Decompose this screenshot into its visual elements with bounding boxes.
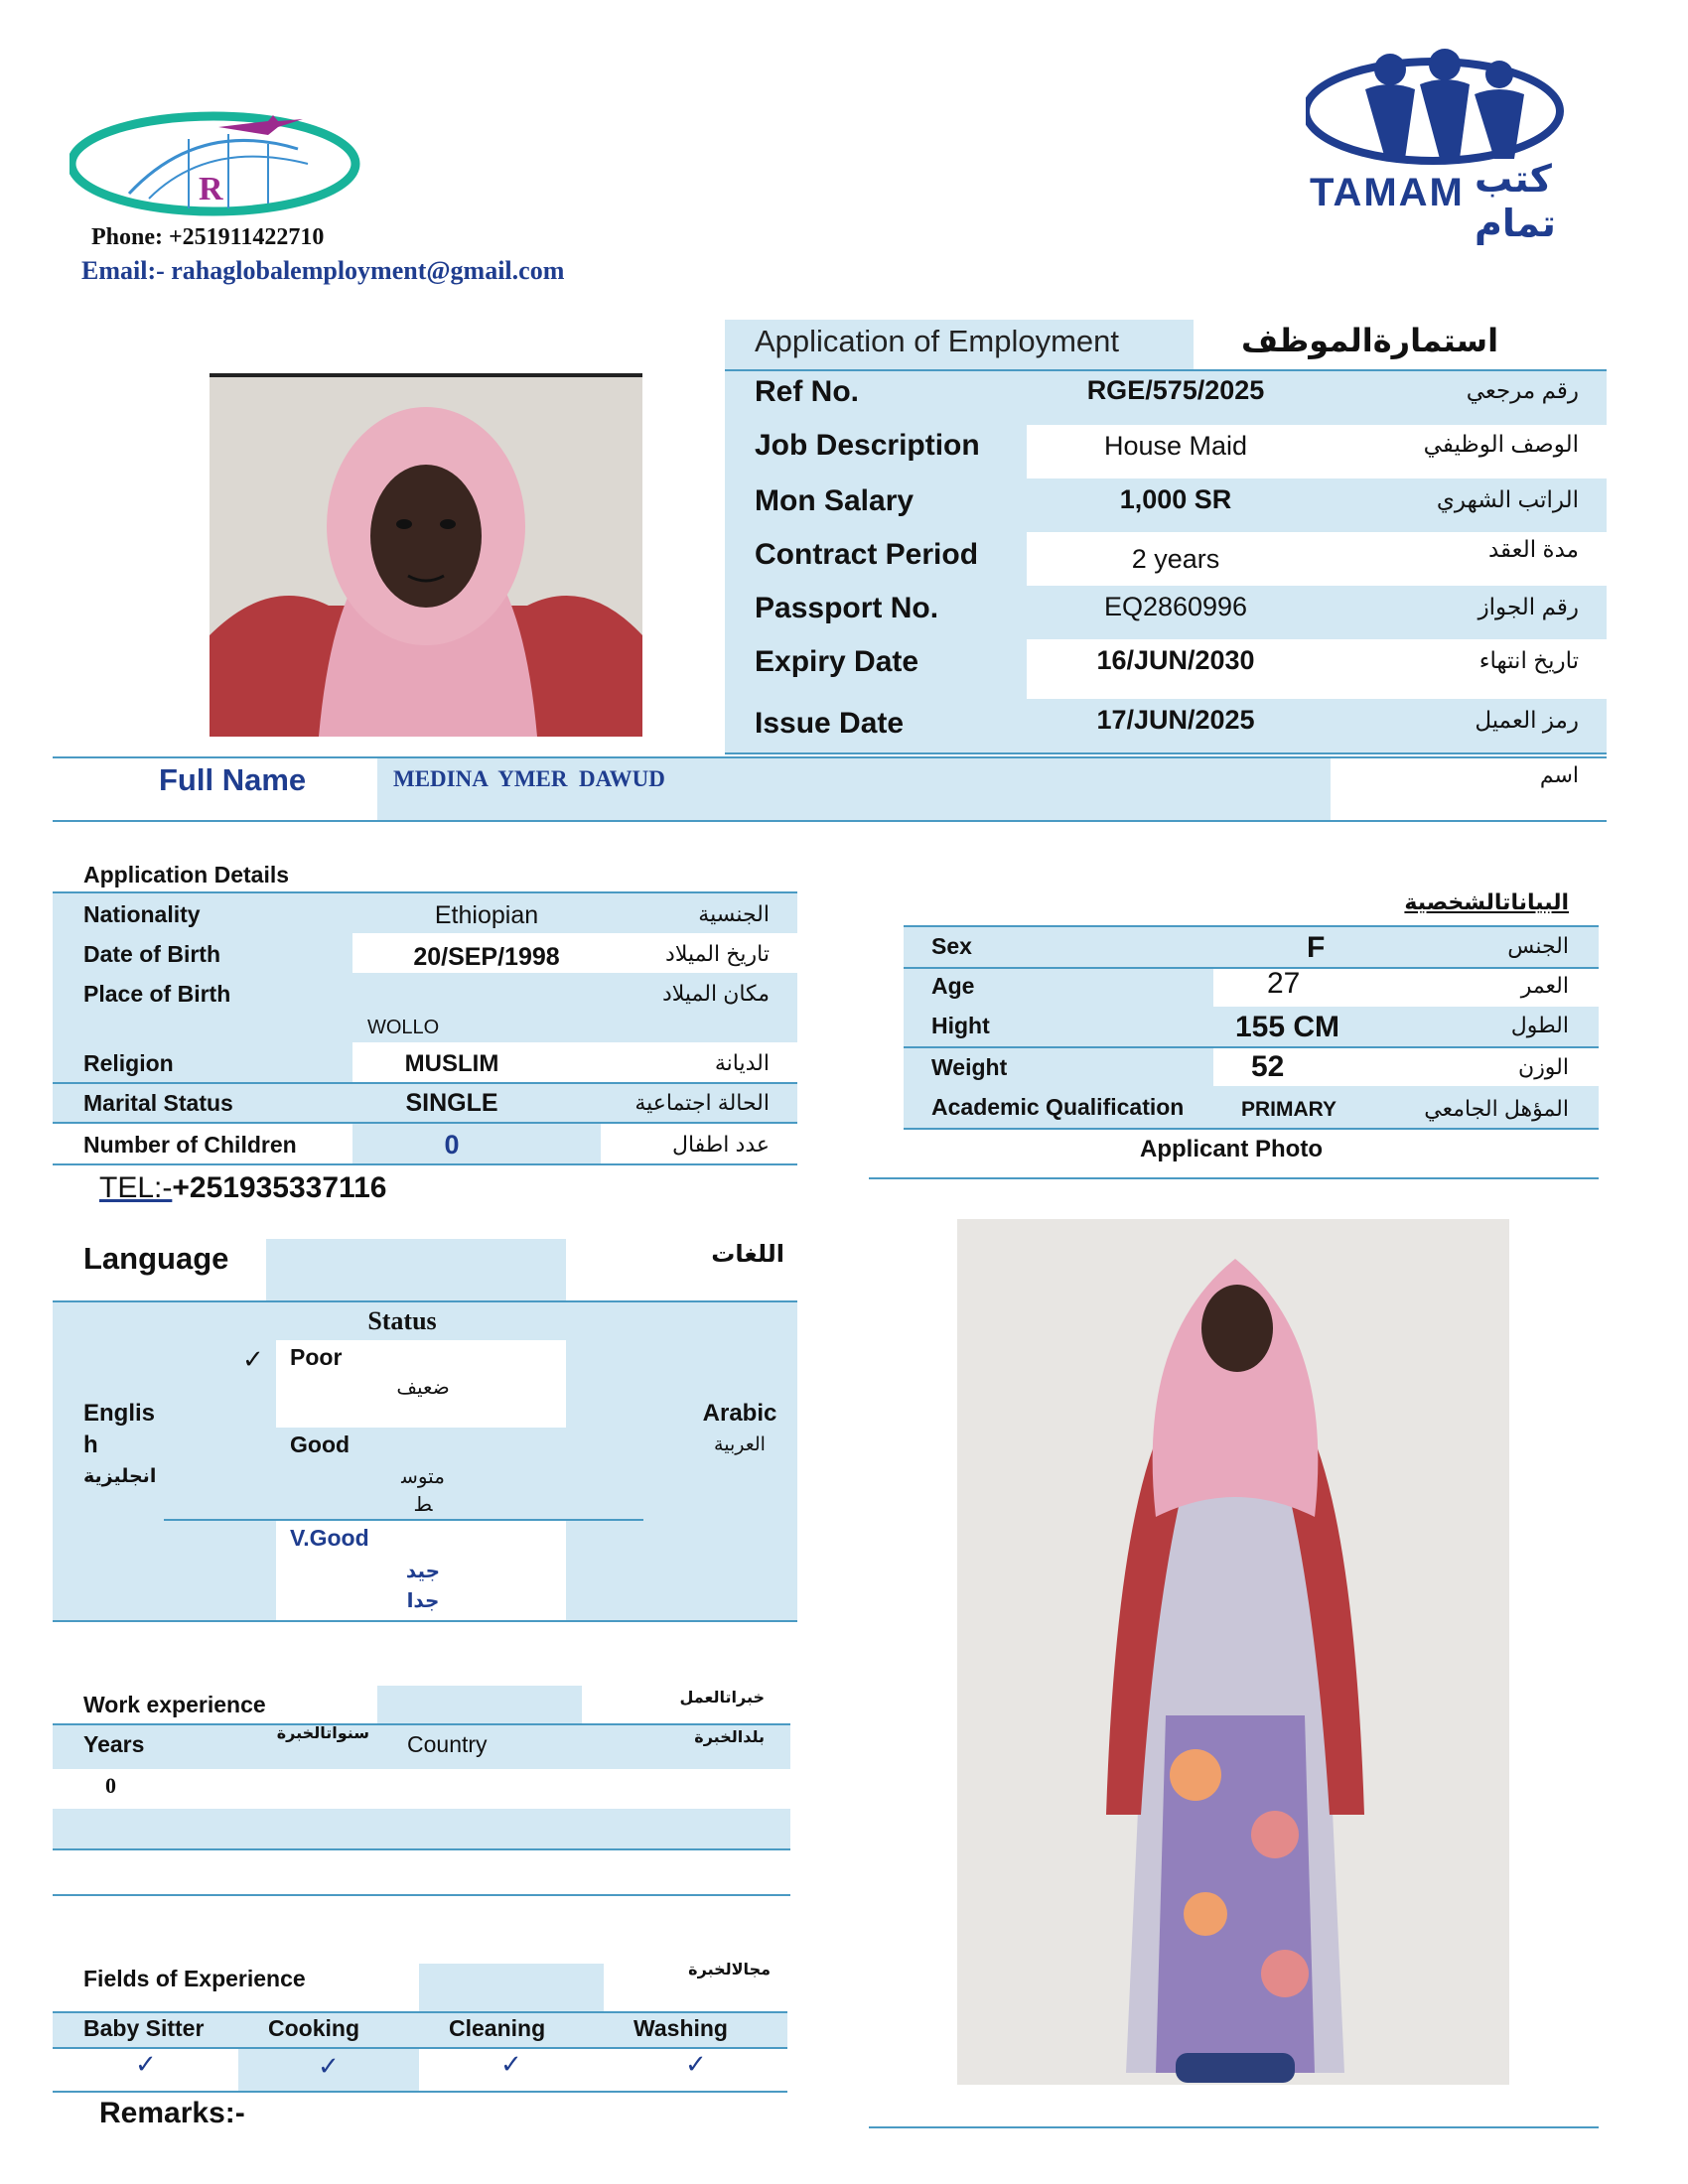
applicant-full-photo [957,1219,1509,2085]
religion-label: Religion [83,1050,174,1076]
pob-value: WOLLO [367,1017,440,1038]
expiry-date-value: 16/JUN/2030 [1096,645,1255,675]
dob-ar: تاريخ الميلاد [665,941,770,966]
weight-ar: الوزن [1518,1054,1569,1079]
poor-check-mark: ✓ [242,1344,264,1374]
company-logo [70,109,367,228]
age-value: 27 [1267,967,1301,1000]
applicant-photo-caption: Applicant Photo [1140,1136,1323,1162]
children-value: 0 [444,1130,460,1160]
level-poor-ar: ضعيف [396,1377,450,1399]
marital-status-label: Marital Status [83,1090,233,1116]
tamam-logo [1306,40,1604,245]
work-experience-heading: Work experience [83,1692,266,1717]
qualification-value: PRIMARY [1241,1098,1337,1121]
level-good: Good [290,1432,351,1457]
full-name-ar: اسم [1539,762,1579,787]
form-title-ar: استمارةالموظف [1241,323,1499,358]
cooking-check: ✓ [318,2051,340,2081]
dob-label: Date of Birth [83,941,220,967]
level-vgood-ar: جيد جدا [405,1561,441,1612]
work-experience-heading-ar: خبراتالعمل [679,1690,765,1706]
salary-label: Mon Salary [755,484,914,517]
nationality-value: Ethiopian [434,901,539,929]
contract-period-value: 2 years [1131,544,1220,574]
full-name-label: Full Name [159,762,307,797]
weight-label: Weight [931,1054,1008,1080]
tamam-latin: TAMAM [1310,171,1465,214]
salary-ar: الراتب الشهري [1436,486,1579,512]
marital-status-value: SINGLE [405,1089,498,1117]
fields-heading-ar: مجالالخبرة [688,1962,771,1979]
height-ar: الطول [1510,1013,1569,1037]
sex-value: F [1307,931,1326,964]
cleaning-check: ✓ [500,2049,522,2079]
sex-ar: الجنس [1507,933,1569,958]
age-ar: العمر [1520,973,1569,998]
religion-value: MUSLIM [404,1050,499,1077]
level-poor: Poor [290,1344,343,1370]
language-heading: Language [83,1241,229,1276]
arabic-ar: العربية [714,1434,766,1455]
expiry-date-ar: تاريخ انتهاء [1478,647,1579,673]
telephone [99,1171,386,1205]
issue-date-label: Issue Date [755,707,905,740]
country-label: Country [407,1731,488,1757]
full-name-value: MEDINA YMER DAWUD [393,766,665,791]
field-baby-sitter: Baby Sitter [83,2015,205,2041]
form-title-en: Application of Employment [755,324,1120,358]
job-description-ar: الوصف الوظيفي [1423,431,1579,457]
application-details-heading: Application Details [83,862,290,887]
company-phone: Phone: +251911422710 [91,224,325,250]
pob-label: Place of Birth [83,981,231,1007]
ref-no-value: RGE/575/2025 [1086,375,1265,405]
baby-sitter-check: ✓ [135,2049,157,2079]
issue-date-ar: رمز العميل [1475,707,1579,733]
tamam-arabic: كتب تمام [1475,159,1556,245]
passport-value: EQ2860996 [1103,592,1248,621]
job-description-value: House Maid [1103,431,1248,461]
field-cooking: Cooking [268,2015,359,2041]
qualification-label: Academic Qualification [931,1094,1185,1120]
fields-heading: Fields of Experience [83,1966,306,1991]
remarks-label: Remarks:- [99,2097,245,2129]
ref-no-ar: رقم مرجعي [1466,377,1579,403]
telephone-value: +251935337116 [172,1171,387,1204]
arabic-label: Arabic [702,1400,777,1427]
sex-label: Sex [931,933,972,959]
height-label: Hight [931,1013,990,1038]
country-ar: بلدالخبرة [694,1729,765,1746]
children-label: Number of Children [83,1132,297,1158]
logo-letter: R [199,171,223,207]
field-cleaning: Cleaning [449,2015,546,2041]
qualification-ar: المؤهل الجامعي [1424,1096,1569,1121]
field-washing: Washing [633,2015,728,2041]
issue-date-value: 17/JUN/2025 [1096,705,1255,735]
company-email: Email:- rahaglobalemployment@gmail.com [81,256,565,285]
weight-value: 52 [1251,1050,1285,1083]
expiry-date-label: Expiry Date [755,645,919,678]
contract-period-label: Contract Period [755,538,979,571]
years-value: 0 [105,1773,116,1798]
years-ar: سنواتالخبرة [276,1725,369,1742]
marital-status-ar: الحالة اجتماعية [634,1090,770,1115]
ref-no-label: Ref No. [755,375,859,408]
job-description-label: Job Description [755,429,980,462]
washing-check: ✓ [685,2049,707,2079]
contract-period-ar: مدة العقد [1487,536,1579,562]
language-heading-ar: اللغات [711,1241,784,1268]
age-label: Age [931,973,975,999]
passport-ar: رقم الجواز [1477,594,1579,619]
english-ar: انجليزية [83,1466,157,1487]
level-good-ar: متوسط [401,1466,445,1516]
nationality-label: Nationality [83,901,201,927]
passport-label: Passport No. [755,592,939,624]
status-title: Status [367,1306,437,1335]
dob-value: 20/SEP/1998 [413,943,560,971]
salary-value: 1,000 SR [1119,484,1232,514]
applicant-headshot [210,373,642,737]
pob-ar: مكان الميلاد [661,981,770,1006]
height-value: 155 CM [1235,1011,1340,1043]
personal-heading: البياناتالشخصية [1404,889,1569,914]
religion-ar: الديانة [714,1050,770,1075]
level-vgood: V.Good [290,1525,369,1551]
english-label: English [83,1400,156,1458]
nationality-ar: الجنسية [698,901,770,926]
telephone-label: TEL:- [99,1171,173,1204]
children-ar: عدد اطفال [671,1132,770,1157]
years-label: Years [83,1731,145,1757]
